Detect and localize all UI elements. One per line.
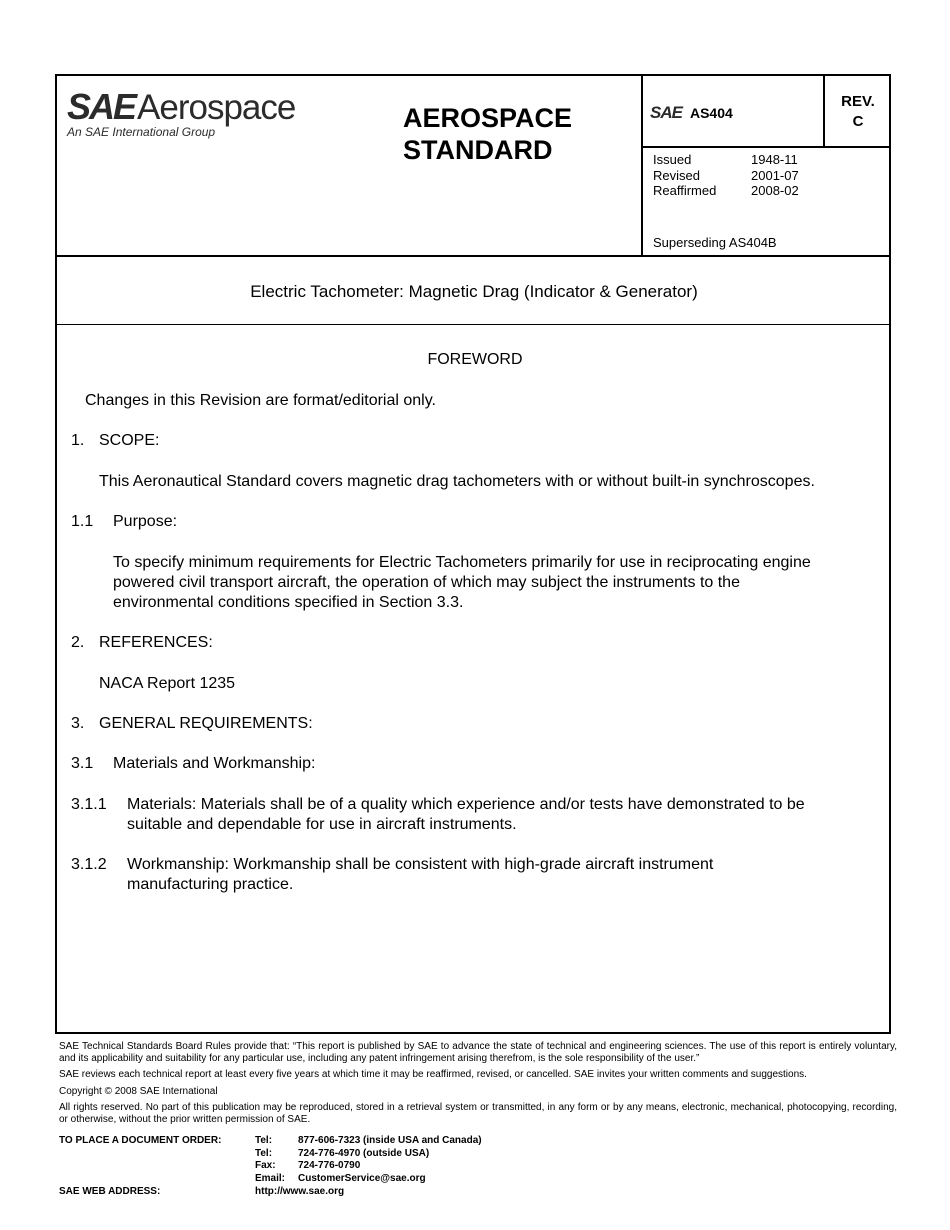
logo-aerospace-text: Aerospace xyxy=(137,88,296,127)
section-text: This Aeronautical Standard covers magnetic drag tachometers with or without built-in synchroscopes. xyxy=(99,473,815,490)
section-number: 3.1 xyxy=(71,755,94,772)
date-value: 2001-07 xyxy=(751,167,799,183)
review-note: SAE reviews each technical report at least every five years at which time it may be reaffirmed, revised, or cancelled. SAE invites your written comments and suggestions. xyxy=(59,1069,807,1080)
contact-row xyxy=(59,1186,482,1199)
document-title: Electric Tachometer: Magnetic Drag (Indicator & Generator) xyxy=(250,282,698,301)
footer-notice xyxy=(59,1041,897,1130)
section-number: 2. xyxy=(71,634,85,651)
date-row xyxy=(653,168,799,184)
order-label: TO PLACE A DOCUMENT ORDER: xyxy=(59,1135,222,1146)
section-heading: REFERENCES: xyxy=(99,634,213,651)
revision-box xyxy=(825,92,891,132)
date-label: Reaffirmed xyxy=(653,183,717,198)
section-number: 1.1 xyxy=(71,513,94,530)
rev-value: C xyxy=(852,113,864,130)
date-label: Revised xyxy=(653,167,700,183)
section-heading: Purpose: xyxy=(113,513,178,530)
section-heading: Materials and Workmanship: xyxy=(113,755,316,772)
logo-sae-text: SAE xyxy=(67,86,136,127)
section-text: suitable and dependable for use in aircraft instruments. xyxy=(127,816,517,833)
section-text: Materials: Materials shall be of a quality which experience and/or tests have demonstrated to be xyxy=(127,796,805,813)
standard-line-1: AEROSPACE xyxy=(403,103,573,133)
section-text: NACA Report 1235 xyxy=(99,675,236,692)
date-row xyxy=(653,183,799,199)
web-link[interactable]: http://www.sae.org xyxy=(255,1185,345,1197)
order-info xyxy=(59,1135,482,1199)
copyright: Copyright © 2008 SAE International xyxy=(59,1085,218,1097)
divider xyxy=(641,74,643,256)
contact-value[interactable]: 724-776-4970 (outside USA) xyxy=(298,1147,430,1159)
section-number: 3.1.2 xyxy=(71,856,107,873)
section-text: Workmanship: Workmanship shall be consistent with high-grade aircraft instrument xyxy=(127,856,714,873)
section-heading: SCOPE: xyxy=(99,432,160,449)
contact-row xyxy=(59,1135,482,1148)
section-number: 3. xyxy=(71,715,85,732)
date-history xyxy=(653,152,799,199)
divider xyxy=(641,146,891,148)
web-label: SAE WEB ADDRESS: xyxy=(59,1185,161,1197)
contact-row xyxy=(59,1160,482,1173)
email-link[interactable]: CustomerService@sae.org xyxy=(298,1173,426,1185)
superseding-note: Superseding AS404B xyxy=(653,235,777,250)
rights-note: All rights reserved. No part of this publication may be reproduced, stored in a retrieval system or transmitted, in any form or by any means, electronic, mechanical, photocopying, recording, or otherwise, without the prior written permission of SAE. xyxy=(59,1102,897,1125)
changes-note: Changes in this Revision are format/editorial only. xyxy=(85,392,436,409)
standard-line-2: STANDARD xyxy=(403,135,553,165)
standard-type xyxy=(403,102,572,166)
doc-number: AS404 xyxy=(689,105,733,121)
section-number: 3.1.1 xyxy=(71,796,107,813)
contact-label: Tel: xyxy=(255,1147,273,1159)
contact-value[interactable]: 877-606-7323 (inside USA and Canada) xyxy=(298,1135,482,1146)
section-text: powered civil transport aircraft, the operation of which may subject the instruments to the xyxy=(113,574,740,591)
contact-label: Fax: xyxy=(255,1160,276,1172)
date-label: Issued xyxy=(653,152,692,167)
divider xyxy=(57,324,891,325)
document-id xyxy=(650,103,733,123)
section-heading: GENERAL REQUIREMENTS: xyxy=(99,715,313,732)
logo-group-text: An SAE International Group xyxy=(67,125,216,139)
sae-logo-icon: SAE xyxy=(650,103,682,122)
contact-label: Tel: xyxy=(255,1135,273,1146)
contact-label: Email: xyxy=(255,1173,286,1185)
board-rules: SAE Technical Standards Board Rules provide that: “This report is published by SAE to advance the state of technical and engineering sciences. The use of this report is entirely voluntary, and its applicability and suitability for any particular use, including any patent infringement arising therefrom, is the sole responsibility of the user.” xyxy=(59,1041,897,1064)
contact-row xyxy=(59,1148,482,1161)
date-value: 1948-11 xyxy=(751,152,798,167)
section-text: manufacturing practice. xyxy=(127,876,294,893)
date-value: 2008-02 xyxy=(751,183,799,198)
divider xyxy=(55,255,891,257)
sae-aerospace-logo xyxy=(67,86,295,139)
section-text: environmental conditions specified in Section 3.3. xyxy=(113,594,464,611)
contact-row xyxy=(59,1173,482,1186)
foreword-heading: FOREWORD xyxy=(427,351,523,368)
rev-label: REV. xyxy=(841,93,875,110)
contact-value[interactable]: 724-776-0790 xyxy=(298,1160,361,1172)
section-text: To specify minimum requirements for Electric Tachometers primarily for use in reciprocating engine xyxy=(113,554,811,571)
date-row xyxy=(653,152,799,168)
section-number: 1. xyxy=(71,432,85,449)
